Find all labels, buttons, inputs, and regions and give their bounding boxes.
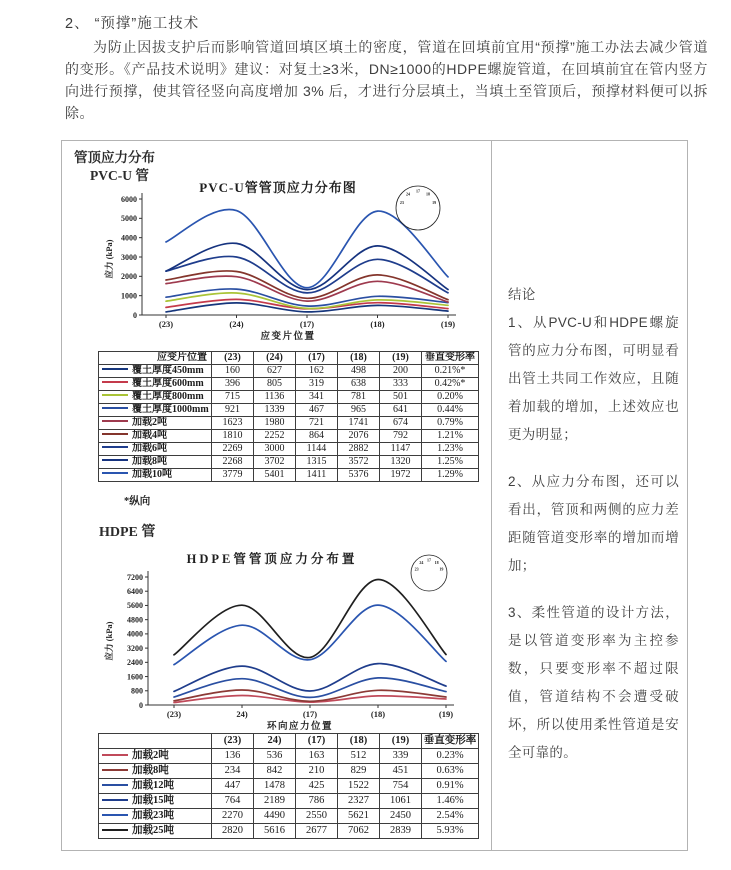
value-cell: 1320 bbox=[380, 456, 422, 469]
table-header-cell: (17) bbox=[296, 352, 338, 365]
table-row bbox=[99, 404, 479, 417]
legend-swatch bbox=[102, 446, 128, 448]
hdpe-stress-chart bbox=[70, 547, 470, 739]
value-cell: 5401 bbox=[254, 469, 296, 482]
x-tick-label: (23) bbox=[158, 319, 174, 329]
y-tick-label: 5000 bbox=[121, 214, 137, 224]
value-cell: 333 bbox=[380, 378, 422, 391]
value-cell: 451 bbox=[380, 764, 422, 779]
value-cell: 1315 bbox=[296, 456, 338, 469]
legend-swatch bbox=[102, 784, 128, 786]
x-tick-label: (19) bbox=[440, 319, 456, 329]
table-header-cell: (23) bbox=[212, 352, 254, 365]
series-label-cell: 覆土厚度600mm bbox=[99, 378, 212, 391]
legend-swatch bbox=[102, 433, 128, 435]
value-cell: 786 bbox=[296, 794, 338, 809]
section-heading: 2、 “预撑”施工技术 bbox=[65, 16, 200, 32]
y-axis-title: 应力 (kPa) bbox=[104, 621, 114, 661]
y-tick-label: 6400 bbox=[127, 587, 143, 597]
charts-panel bbox=[62, 141, 491, 850]
value-cell: 781 bbox=[338, 391, 380, 404]
value-cell: 0.79% bbox=[422, 417, 479, 430]
gauge-position-label: 19 bbox=[439, 566, 444, 572]
legend-swatch bbox=[102, 394, 128, 396]
value-cell: 1522 bbox=[338, 779, 380, 794]
table-header-cell: 应变片位置 bbox=[99, 352, 212, 365]
value-cell: 2820 bbox=[212, 824, 254, 839]
value-cell: 2550 bbox=[296, 809, 338, 824]
value-cell: 160 bbox=[212, 365, 254, 378]
value-cell: 864 bbox=[296, 430, 338, 443]
y-tick-label: 4000 bbox=[127, 629, 143, 639]
pvcu-section-label-line2: PVC-U 管 bbox=[90, 168, 149, 183]
value-cell: 674 bbox=[380, 417, 422, 430]
value-cell: 1136 bbox=[254, 391, 296, 404]
value-cell: 3572 bbox=[338, 456, 380, 469]
series-label-cell: 加载2吨 bbox=[99, 417, 212, 430]
x-tick-label: (17) bbox=[299, 319, 315, 329]
value-cell: 1741 bbox=[338, 417, 380, 430]
x-tick-label: (24) bbox=[229, 319, 244, 329]
conclusion-paragraph-3: 3、柔性管道的设计方法，是以管道变形率为主控参数，只要变形率不超过限值，管道结构不会遭受破坏，所以使用柔性管道是安全可靠的。 bbox=[508, 605, 679, 760]
value-cell: 965 bbox=[338, 404, 380, 417]
series-label-cell: 加载25吨 bbox=[99, 824, 212, 839]
value-cell: 5621 bbox=[338, 809, 380, 824]
value-cell: 2677 bbox=[296, 824, 338, 839]
value-cell: 1411 bbox=[296, 469, 338, 482]
content-box bbox=[61, 140, 688, 851]
value-cell: 2839 bbox=[380, 824, 422, 839]
conclusion-panel bbox=[491, 141, 689, 850]
y-tick-label: 800 bbox=[131, 686, 143, 696]
series-label-cell: 加载15吨 bbox=[99, 794, 212, 809]
series-label-cell: 加载2吨 bbox=[99, 749, 212, 764]
y-tick-label: 5600 bbox=[127, 601, 143, 611]
series-label-cell: 覆土厚度800mm bbox=[99, 391, 212, 404]
value-cell: 792 bbox=[380, 430, 422, 443]
gauge-position-label: 24 bbox=[419, 559, 424, 565]
x-tick-label: (18) bbox=[370, 319, 385, 329]
series-label-cell: 覆土厚度450mm bbox=[99, 365, 212, 378]
y-tick-label: 0 bbox=[133, 310, 137, 320]
value-cell: 3702 bbox=[254, 456, 296, 469]
y-tick-label: 4800 bbox=[127, 615, 143, 625]
table-row bbox=[99, 469, 479, 482]
legend-swatch bbox=[102, 829, 128, 831]
pvcu-section-label-line1: 管顶应力分布 bbox=[74, 150, 155, 165]
value-cell: 0.44% bbox=[422, 404, 479, 417]
table-row bbox=[99, 443, 479, 456]
table-row bbox=[99, 824, 479, 839]
value-cell: 715 bbox=[212, 391, 254, 404]
x-axis-title: 应变片位置 bbox=[260, 332, 316, 342]
value-cell: 319 bbox=[296, 378, 338, 391]
legend-swatch bbox=[102, 814, 128, 816]
table-header-cell bbox=[99, 734, 212, 749]
intro-paragraph: 为防止因拔支护后而影响管道回填区填土的密度，管道在回填前宜用“预撑”施工办法去减少管道的变形。《产品技术说明》建议：对复土≥3米，DN≥1000的HDPE螺旋管道，在回填前宜在管内竖方向进行预撑，使其管径竖向高度增加 3% 后，才进行分层填土，当填土至管顶后，预撑材料便可以拆除。 bbox=[65, 39, 708, 121]
table-header-cell: 垂直变形率 bbox=[422, 734, 479, 749]
gauge-position-label: 17 bbox=[416, 188, 420, 194]
y-tick-label: 0 bbox=[139, 700, 143, 710]
value-cell: 536 bbox=[254, 749, 296, 764]
chart-title: PVC-U管管顶应力分布图 bbox=[199, 180, 357, 195]
value-cell: 1.25% bbox=[422, 456, 479, 469]
value-cell: 3000 bbox=[254, 443, 296, 456]
legend-swatch bbox=[102, 420, 128, 422]
table-header-cell: 垂直变形率 bbox=[422, 352, 479, 365]
table-header-row bbox=[99, 734, 479, 749]
pvcu-data-table bbox=[98, 351, 479, 482]
gauge-position-label: 18 bbox=[425, 191, 430, 197]
gauge-position-label: 23 bbox=[414, 566, 419, 572]
legend-swatch bbox=[102, 769, 128, 771]
value-cell: 2.54% bbox=[422, 809, 479, 824]
series-label-cell: 覆土厚度1000mm bbox=[99, 404, 212, 417]
series-label-cell: 加载8吨 bbox=[99, 456, 212, 469]
legend-swatch bbox=[102, 754, 128, 756]
y-tick-label: 7200 bbox=[127, 572, 143, 582]
table-header-cell: 24) bbox=[254, 734, 296, 749]
table-row bbox=[99, 809, 479, 824]
value-cell: 0.63% bbox=[422, 764, 479, 779]
value-cell: 764 bbox=[212, 794, 254, 809]
value-cell: 1.46% bbox=[422, 794, 479, 809]
table-row bbox=[99, 749, 479, 764]
value-cell: 341 bbox=[296, 391, 338, 404]
table-row bbox=[99, 430, 479, 443]
value-cell: 829 bbox=[338, 764, 380, 779]
series-line-加载23吨 bbox=[174, 605, 446, 665]
value-cell: 2268 bbox=[212, 456, 254, 469]
value-cell: 512 bbox=[338, 749, 380, 764]
y-tick-label: 3000 bbox=[121, 252, 137, 262]
value-cell: 1339 bbox=[254, 404, 296, 417]
value-cell: 498 bbox=[338, 365, 380, 378]
value-cell: 339 bbox=[380, 749, 422, 764]
series-label-cell: 加载12吨 bbox=[99, 779, 212, 794]
value-cell: 162 bbox=[296, 365, 338, 378]
gauge-position-label: 19 bbox=[432, 200, 437, 206]
value-cell: 0.42%* bbox=[422, 378, 479, 391]
value-cell: 2450 bbox=[380, 809, 422, 824]
x-tick-label: (18) bbox=[370, 709, 386, 719]
legend-swatch bbox=[102, 459, 128, 461]
table-row bbox=[99, 378, 479, 391]
value-cell: 1147 bbox=[380, 443, 422, 456]
value-cell: 234 bbox=[212, 764, 254, 779]
value-cell: 1623 bbox=[212, 417, 254, 430]
value-cell: 7062 bbox=[338, 824, 380, 839]
x-tick-label: (19) bbox=[438, 709, 454, 719]
series-label-cell: 加载8吨 bbox=[99, 764, 212, 779]
table-row bbox=[99, 794, 479, 809]
conclusion-title: 结论 bbox=[508, 287, 536, 302]
gauge-position-label: 18 bbox=[434, 559, 439, 565]
x-tick-label: (23) bbox=[166, 709, 182, 719]
y-tick-label: 2400 bbox=[127, 658, 143, 668]
table-header-cell: (24) bbox=[254, 352, 296, 365]
value-cell: 1972 bbox=[380, 469, 422, 482]
series-line-加载12吨 bbox=[174, 678, 446, 698]
conclusion-paragraph-2: 2、从应力分布图，还可以看出，管顶和两侧的应力差距随管道变形率的增加而增加； bbox=[508, 474, 679, 573]
legend-swatch bbox=[102, 381, 128, 383]
table-header-cell: (18) bbox=[338, 352, 380, 365]
value-cell: 425 bbox=[296, 779, 338, 794]
value-cell: 1810 bbox=[212, 430, 254, 443]
series-line-加载8吨 bbox=[166, 243, 448, 289]
value-cell: 641 bbox=[380, 404, 422, 417]
value-cell: 200 bbox=[380, 365, 422, 378]
gauge-position-label: 24 bbox=[406, 191, 411, 197]
pvcu-stress-chart bbox=[70, 179, 470, 357]
value-cell: 1478 bbox=[254, 779, 296, 794]
y-axis-title: 应力 (kPa) bbox=[104, 239, 114, 279]
value-cell: 396 bbox=[212, 378, 254, 391]
value-cell: 638 bbox=[338, 378, 380, 391]
value-cell: 210 bbox=[296, 764, 338, 779]
value-cell: 1.29% bbox=[422, 469, 479, 482]
legend-swatch bbox=[102, 472, 128, 474]
series-label-cell: 加载4吨 bbox=[99, 430, 212, 443]
value-cell: 2252 bbox=[254, 430, 296, 443]
value-cell: 2270 bbox=[212, 809, 254, 824]
value-cell: 805 bbox=[254, 378, 296, 391]
value-cell: 754 bbox=[380, 779, 422, 794]
chart-title: HDPE管管顶应力分布置 bbox=[186, 552, 358, 566]
series-line-加载15吨 bbox=[174, 664, 446, 692]
value-cell: 0.91% bbox=[422, 779, 479, 794]
table-row bbox=[99, 456, 479, 469]
y-tick-label: 6000 bbox=[121, 194, 137, 204]
legend-swatch bbox=[102, 407, 128, 409]
value-cell: 447 bbox=[212, 779, 254, 794]
value-cell: 842 bbox=[254, 764, 296, 779]
value-cell: 1144 bbox=[296, 443, 338, 456]
y-tick-label: 1000 bbox=[121, 291, 137, 301]
series-label-cell: 加载6吨 bbox=[99, 443, 212, 456]
y-tick-label: 3200 bbox=[127, 643, 143, 653]
table-header-cell: (19) bbox=[380, 352, 422, 365]
value-cell: 2327 bbox=[338, 794, 380, 809]
table-header-cell: (18) bbox=[338, 734, 380, 749]
value-cell: 501 bbox=[380, 391, 422, 404]
value-cell: 5376 bbox=[338, 469, 380, 482]
value-cell: 1061 bbox=[380, 794, 422, 809]
gauge-position-label: 17 bbox=[427, 557, 431, 563]
value-cell: 0.20% bbox=[422, 391, 479, 404]
table-row bbox=[99, 365, 479, 378]
table-header-cell: (17) bbox=[296, 734, 338, 749]
table-header-cell: (23) bbox=[212, 734, 254, 749]
y-tick-label: 4000 bbox=[121, 233, 137, 243]
x-tick-label: (17) bbox=[302, 709, 318, 719]
y-tick-label: 2000 bbox=[121, 272, 137, 282]
table-row bbox=[99, 391, 479, 404]
legend-swatch bbox=[102, 368, 128, 370]
value-cell: 1.21% bbox=[422, 430, 479, 443]
value-cell: 2189 bbox=[254, 794, 296, 809]
value-cell: 921 bbox=[212, 404, 254, 417]
value-cell: 1.23% bbox=[422, 443, 479, 456]
table-row bbox=[99, 779, 479, 794]
value-cell: 467 bbox=[296, 404, 338, 417]
value-cell: 2076 bbox=[338, 430, 380, 443]
hdpe-data-table bbox=[98, 733, 479, 839]
gauge-position-label: 23 bbox=[399, 200, 404, 206]
value-cell: 163 bbox=[296, 749, 338, 764]
conclusion-paragraph-1: 1、从PVC-U和HDPE螺旋管的应力分布图，可明显看出管土共同工作效应，且随着加载的增加，上述效应也更为明显； bbox=[508, 315, 679, 442]
table-row bbox=[99, 764, 479, 779]
table-header-cell: (19) bbox=[380, 734, 422, 749]
table-row bbox=[99, 417, 479, 430]
legend-swatch bbox=[102, 799, 128, 801]
series-label-cell: 加载23吨 bbox=[99, 809, 212, 824]
value-cell: 2269 bbox=[212, 443, 254, 456]
value-cell: 5.93% bbox=[422, 824, 479, 839]
y-tick-label: 1600 bbox=[127, 672, 143, 682]
table-header-row bbox=[99, 352, 479, 365]
value-cell: 0.23% bbox=[422, 749, 479, 764]
value-cell: 5616 bbox=[254, 824, 296, 839]
value-cell: 627 bbox=[254, 365, 296, 378]
value-cell: 3779 bbox=[212, 469, 254, 482]
value-cell: 4490 bbox=[254, 809, 296, 824]
hdpe-section-label: HDPE 管 bbox=[99, 525, 156, 540]
value-cell: 0.21%* bbox=[422, 365, 479, 378]
x-tick-label: 24) bbox=[236, 709, 248, 719]
value-cell: 2882 bbox=[338, 443, 380, 456]
value-cell: 1980 bbox=[254, 417, 296, 430]
series-label-cell: 加载10吨 bbox=[99, 469, 212, 482]
x-axis-title: 环向应力位置 bbox=[266, 722, 334, 732]
value-cell: 136 bbox=[212, 749, 254, 764]
table-footnote: *纵向 bbox=[124, 496, 151, 507]
value-cell: 721 bbox=[296, 417, 338, 430]
